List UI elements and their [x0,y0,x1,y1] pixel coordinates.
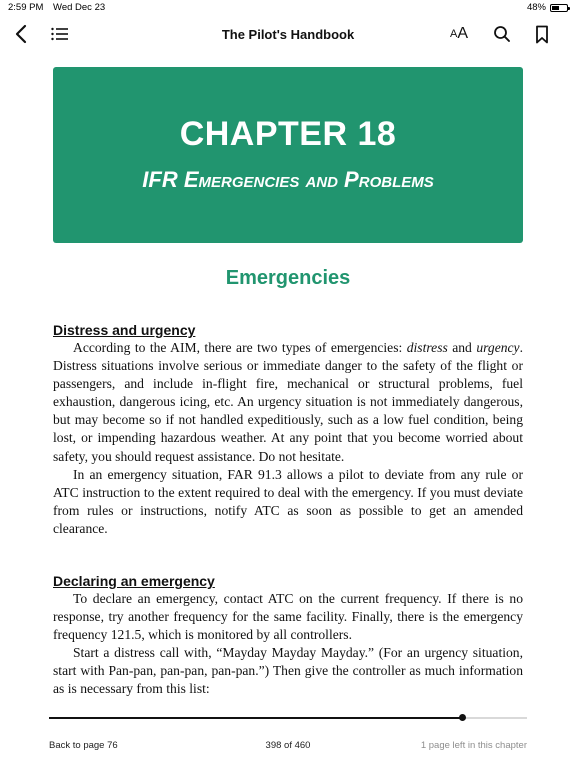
section-heading: Distress and urgency [53,322,196,338]
status-date: Wed Dec 23 [53,2,106,13]
font-size-large-label: A [457,25,468,42]
emphasis-distress: distress [406,340,448,355]
emphasis-urgency: urgency [476,340,520,355]
font-size-button[interactable] [446,22,472,46]
battery-percent: 48% [526,2,546,13]
section-distress-urgency [53,321,523,538]
status-time: 2:59 PM [8,2,44,13]
paragraph: In an emergency situation, FAR 91.3 allows a pilot to deviate from any rule or ATC instruction to the extent required to deal with the emergency. If you must deviate from rules or instructions, notify ATC as soon as possible to get an amended clearance. [53,466,523,536]
search-icon[interactable] [490,22,514,46]
pages-left-in-chapter: 1 page left in this chapter [420,740,527,751]
status-bar [0,0,576,14]
battery-icon [550,4,568,12]
paragraph: Start a distress call with, “Mayday Mayday Mayday.” (For an urgency situation, start with Pan-pan, pan-pan, pan-pan.”) Then give the controller as much information as is necessary from this list: [53,645,523,697]
chapter-title: IFR Emergencies and Problems [142,167,434,192]
back-arrow-icon[interactable] [9,22,33,46]
progress-fill [49,717,462,719]
reader-toolbar [0,18,576,50]
table-of-contents-icon[interactable] [48,22,72,46]
paragraph: To declare an emergency, contact ATC on the current frequency. If there is no response, try another frequency for the same facility. Finally, there is the emergency frequency 121.5, which is monitored by all controllers. [53,591,523,643]
paragraph: According to the AIM, there are two types of emergencies: distress and urgency. Distress situations involve serious or immediate danger to the safety of the flight or passengers, and include in-flight fire, mechanical or structural problems, fuel exhaustion, dangerous icing, etc. An urgency situation is not immediately dangerous, but may become so if not handled expeditiously, such as a low fuel condition, being lost, or impending hazardous weather. At any point that you become worried about safety, you should request assistance. Do not hesitate. [53,340,523,464]
progress-knob[interactable] [459,714,466,721]
book-title: The Pilot's Handbook [221,27,355,42]
font-size-small-label: A [449,28,458,40]
back-to-page-link[interactable]: Back to page 76 [49,740,118,751]
section-heading: Declaring an emergency [53,573,215,589]
section-title: Emergencies [225,267,351,289]
bookmark-icon[interactable] [530,22,554,46]
page-count: 398 of 460 [265,740,311,751]
chapter-banner [53,67,523,243]
page-progress-slider[interactable] [49,717,527,719]
chapter-number: CHAPTER 18 [179,115,397,153]
section-declaring-emergency [53,572,523,699]
